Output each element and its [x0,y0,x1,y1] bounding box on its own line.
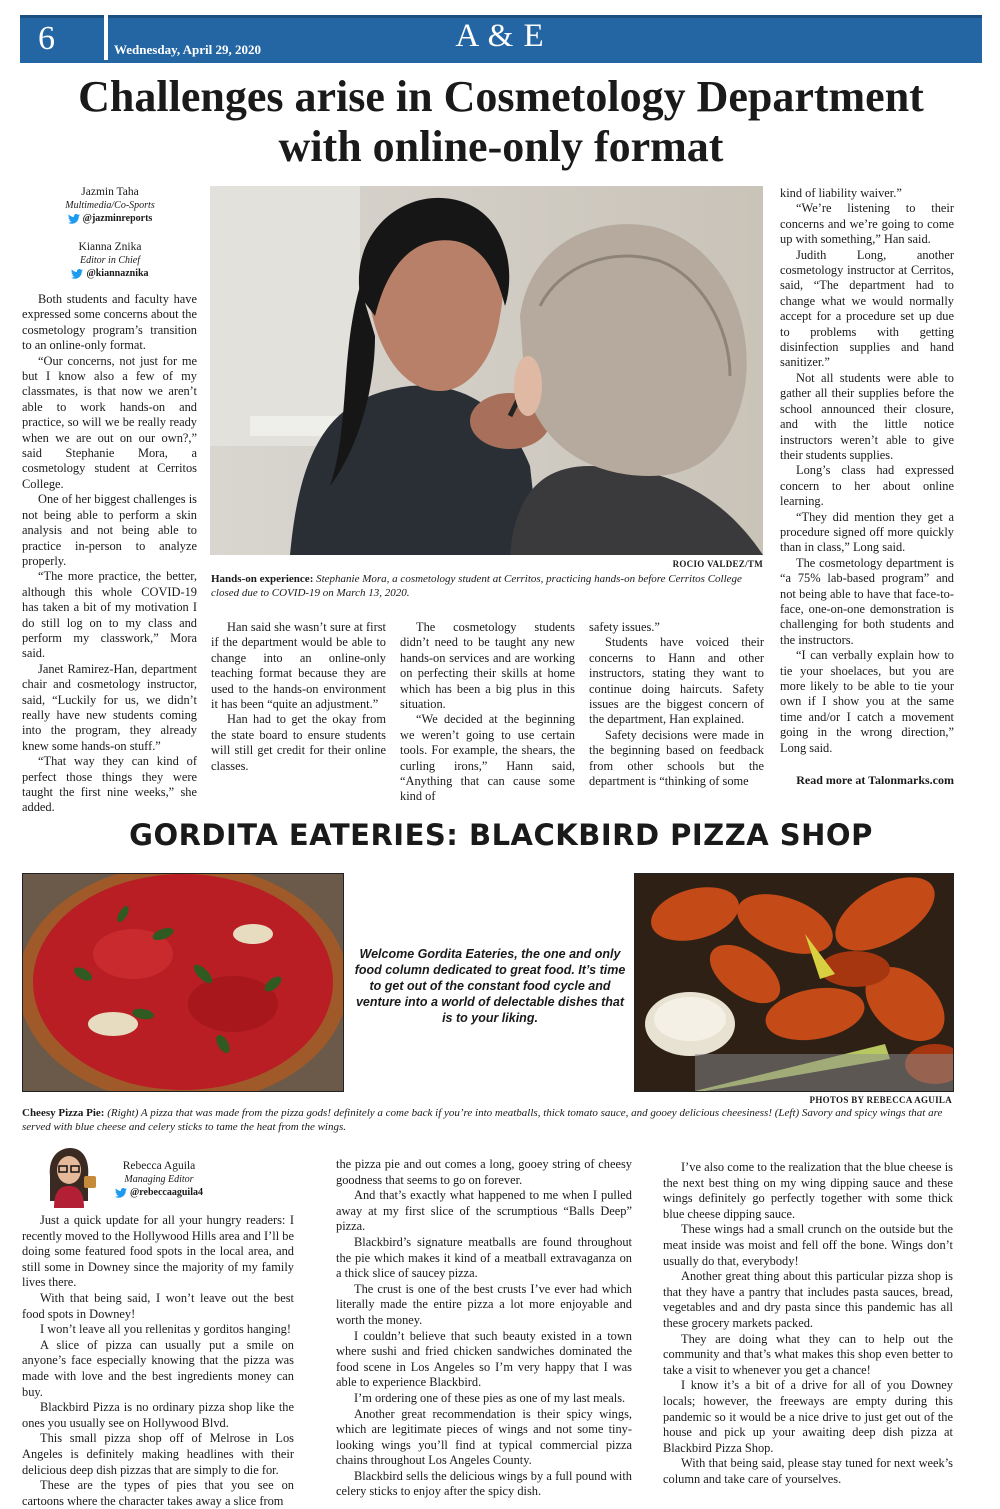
column-intro: Welcome Gordita Eateries, the one and only food column dedicated to great food. It’s time to get out of the constant food cycle and venture into a world of delectable dishes that is to your liking. [354,947,626,1025]
headline-line-1: Challenges arise in Cosmetology Department [78,72,924,121]
article1-column-5 [780,186,954,756]
paragraph: I won’t leave all you rellenitas y gorditos hanging! [40,1322,291,1337]
author-handle: @rebeccaaguila4 [130,1187,203,1198]
paragraph: The cosmetology department is “a 75% lab-based program” and not being able to have that face-to-face, one-on-one demonstration is challenging for both students and the instructors. [780,555,954,647]
byline-1 [30,186,190,225]
paragraph: A slice of pizza can usually put a smile on anyone’s face especially knowing that the pizza was made with love and the best ingredients money can buy. [22,1337,294,1399]
paragraph: These wings had a small crunch on the outside but the meat inside was moist and fell off the bone. Wings don’t usually do that, everybody! [663,1222,953,1268]
twitter-icon [68,214,80,224]
byline-2 [30,241,190,280]
twitter-icon [71,269,83,279]
wings-photo [634,873,954,1092]
paragraph: Just a quick update for all your hungry readers: I recently moved to the Hollywood Hills area and I’ll be doing some featured food spots in the local area, and still some in Downey since the majority of my family lives there. [22,1213,294,1290]
column-headline: GORDITA EATERIES: BLACKBIRD PIZZA SHOP [129,818,873,852]
author-name: Kianna Znika [78,241,142,253]
paragraph: Another great recommendation is their spicy wings, which are legitimate pieces of wings and not some tiny-looking wings you’ll find at typical commercial pizza chains throughout Los Angeles County. [336,1406,632,1468]
pizza-photo [22,873,344,1092]
cosmetology-photo [210,186,763,555]
paragraph: The cosmetology students didn’t need to be taught any new hands-on services and are working on perfecting their skills at home which has been a big plus in this situation. [400,620,575,712]
paragraph: Not all students were able to gather all their supplies before the school announced their closure, and with the little notice instructors weren’t able to give their students supplies. [780,370,954,462]
paragraph: I’m ordering one of these pies as one of my last meals. [354,1390,626,1405]
paragraph: Blackbird’s signature meatballs are found throughout the pie which makes it kind of a meatball extravaganza on a thick slice of saucey pizza. [336,1234,632,1281]
paragraph: Safety decisions were made in the beginning based on feedback from other schools but the department is “thinking of some [589,727,764,789]
caption-text: (Right) A pizza that was made from the pizza gods! definitely a come back if you’re into meatballs, thick tomato sauce, and gooey delicious cheesiness! (Left) Savory and spicy wings that are served with blue cheese and celery sticks to tame the heat from the wings. [22,1107,943,1133]
twitter-icon [115,1188,127,1198]
author-title: Managing Editor [124,1174,194,1185]
paragraph: Students have voiced their concerns to Hann and other instructors, stating they want to continue doing haircuts. Safety issues are the biggest concern of the department, Han explained. [589,635,764,727]
paragraph: “We’re listening to their concerns and we’re going to come up with something,” Han said. [780,201,954,247]
article1-column-4 [589,620,764,789]
paragraph: With that being said, please stay tuned for next week’s column and take care of yourselves. [663,1456,953,1486]
headline-line-2: with online-only format [278,122,724,171]
paragraph: “Our concerns, not just for me but I know also a few of my classmates, is that now we aren’t able to work hands-on and practice, so will we be really ready when we are out on our own?,” said Stephanie Mora, a cosmetology student at Cerritos College. [22,353,197,491]
paragraph: “That way they can kind of perfect those things they were taught the first nine weeks,” she added. [22,754,197,815]
paragraph: I couldn’t believe that such beauty existed in a town where sushi and fried chicken sandwiches dominated the food scene in Los Angeles so I’m very happy that I was able to experience Blackbird. [336,1328,632,1390]
page-number: 6 [38,20,55,57]
article2-column-2 [336,1157,632,1500]
paragraph: They are doing what they can to help out the community and that’s what makes this shop even better to take a visit to whenever you get a chance! [663,1331,953,1377]
paragraph: Long’s class had expressed concern to her about online learning. [780,463,954,509]
author-title: Editor in Chief [80,255,140,266]
author-handle: @kiannaznika [86,268,149,279]
article1-column-3 [400,620,575,805]
caption-text: Stephanie Mora, a cosmetology student at Cerritos, practicing hands-on before Cerritos College closed due to COVID-19 on March 13, 2020. [211,573,742,599]
article1-column-2 [211,620,386,774]
paragraph: And that’s exactly what happened to me when I pulled away at my first slice of the scrumptious “Balls Deep” pizza. [336,1188,632,1234]
article2-column-3 [663,1160,953,1487]
photo-credit: ROCIO VALDEZ/TM [672,559,763,569]
read-more-link[interactable]: Read more at Talonmarks.com [796,773,954,787]
paragraph: One of her biggest challenges is not being able to perform a skin analysis and not being able to practice in-person to analyze properly. [22,492,197,568]
paragraph: Janet Ramirez-Han, department chair and cosmetology instructor, said, “Luckily for us, we didn’t really have new students coming into the program, they already knew some hands-on stuff.” [22,661,197,753]
paragraph: The crust is one of the best crusts I’ve ever had which literally made the entire pizza a lot more enjoyable and worth the money. [336,1281,632,1327]
paragraph: kind of liability waiver.” [780,186,902,200]
author-title: Multimedia/Co-Sports [65,200,155,211]
author-name: Jazmin Taha [81,186,139,198]
paragraph: safety issues.” [589,620,660,634]
caption-lead: Cheesy Pizza Pie: [22,1107,105,1119]
article1-column-1 [22,292,197,816]
paragraph: the pizza pie and out comes a long, gooey string of cheesy goodness that seems to go on forever. [336,1157,632,1187]
section-name: A & E [455,18,545,54]
author-handle-row[interactable] [104,1186,214,1199]
article2-column-1 [22,1213,294,1509]
photos-credit: PHOTOS BY REBECCA AGUILA [809,1095,952,1105]
paragraph: “They did mention they get a procedure signed off more quickly than in class,” Long said. [780,509,954,555]
paragraph: Blackbird Pizza is no ordinary pizza shop like the ones you usually see on Hollywood Blvd. [22,1400,294,1430]
author-handle: @jazminreports [82,213,153,224]
paragraph: “We decided at the beginning we weren’t going to use certain tools. For example, the shears, the curling irons,” Hann said, “Anything that can cause some kind of [400,712,575,804]
author-avatar [40,1146,98,1208]
paragraph: “The more practice, the better, although this whole COVID-19 has taken a bit of my motivation I do still log on to my class and perform my classwork,” Mora said. [22,569,197,661]
author-handle-row[interactable] [30,267,190,280]
photo-caption [211,572,764,600]
issue-date: Wednesday, April 29, 2020 [114,42,261,57]
paragraph: I know it’s a bit of a drive for all of you Downey locals; however, the freeways are empty during this pandemic so it would be a nice drive to just get out of the house and pick up your awaiting deep dish pizza at Blackbird Pizza Shop. [663,1378,953,1455]
paragraph: Another great thing about this particular pizza shop is that they have a pantry that includes pasta sauces, bread, vegetables and and dry pasta since this pandemic has all these grocery markets packed. [663,1269,953,1330]
paragraph: Blackbird sells the delicious wings by a full pound with celery sticks to enjoy after the spicy dish. [336,1468,632,1499]
paragraph: I’ve also come to the realization that the blue cheese is the next best thing on my wing dipping sauce and these wings definitely go perfectly together with some thick blue cheese dipping sauce. [663,1160,953,1221]
byline-3 [104,1160,214,1199]
author-handle-row[interactable] [30,212,190,225]
caption-lead: Hands-on experience: [211,573,314,585]
paragraph: “I can verbally explain how to tie your shoelaces, but you are more likely to be able to tie your own if I show you at the same time and/or I catch a movement going in the wrong direction,” Long said. [780,648,954,755]
author-name: Rebecca Aguila [122,1160,196,1172]
photos-caption [22,1106,957,1134]
paragraph: Han had to get the okay from the state board to ensure students will still get credit for their online classes. [211,712,386,773]
paragraph: This small pizza shop off of Melrose in Los Angeles is definitely making headlines with their delicious deep dish pizzas that are simply to die for. [22,1431,294,1477]
paragraph: Both students and faculty have expressed some concerns about the cosmetology program’s transition to an online-only format. [22,292,197,353]
paragraph: With that being said, I won’t leave out the best food spots in Downey! [22,1290,294,1321]
paragraph: Han said she wasn’t sure at first if the department would be able to change into an online-only teaching format because they are used to the hands-on environment it has been “quite an adjustment.” [211,620,386,712]
paragraph: These are the types of pies that you see on cartoons where the character takes away a slice from [22,1478,294,1508]
article-headline [20,72,982,172]
paragraph: Judith Long, another cosmetology instructor at Cerritos, said, “The department had to change what we would normally accept for a procedure set up due to problems with getting disinfection supplies and hand sanitizer.” [780,247,954,370]
